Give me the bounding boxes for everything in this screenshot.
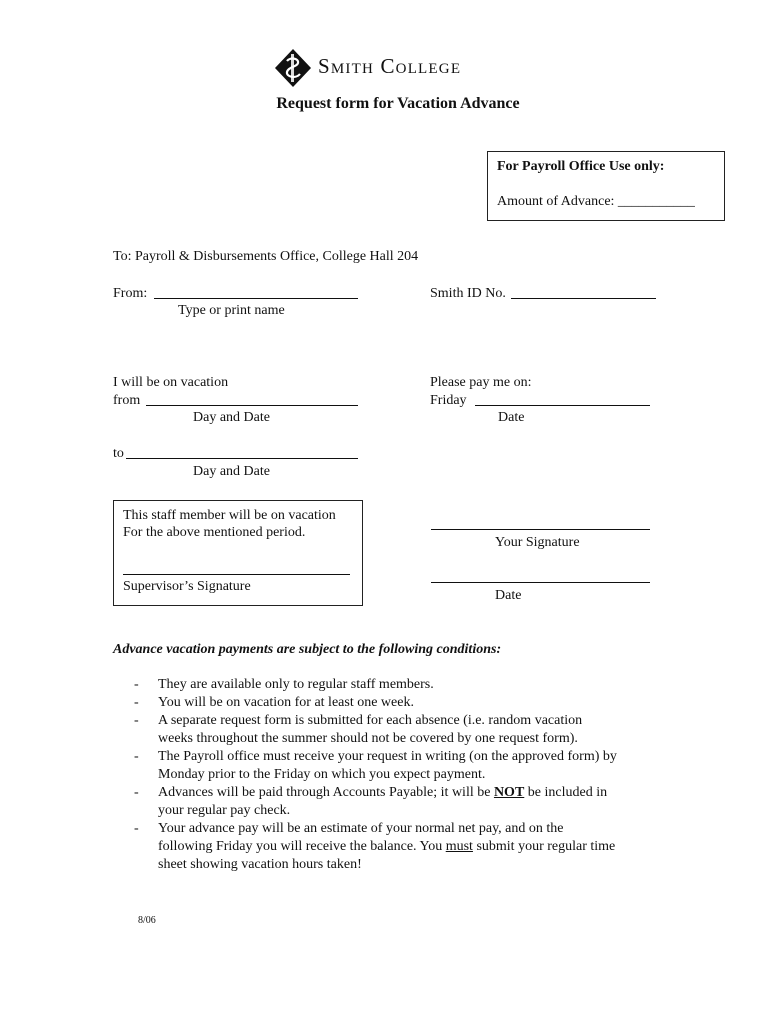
smith-college-seal-icon (274, 48, 312, 88)
condition-text: submit your regular time sheet showing vacation hours taken! (158, 839, 616, 872)
conditions-heading: Advance vacation payments are subject to the following conditions: (113, 642, 502, 657)
condition-text: Advances will be paid through Accounts Payable; it will be (158, 785, 494, 800)
form-revision-code: 8/06 (138, 915, 156, 926)
condition-text: be included in your regular pay check. (158, 785, 608, 818)
your-signature-line[interactable] (431, 529, 650, 530)
condition-item: - The Payroll office must receive your request in writing (on the approved form) by Monday prior to the Friday on which you expect payment. (113, 748, 673, 784)
signature-date-caption: Date (495, 588, 522, 603)
vacation-to-input-line[interactable] (126, 458, 358, 459)
friday-date-input-line[interactable] (475, 405, 650, 406)
friday-date-caption: Date (498, 410, 525, 425)
vacation-from-input-line[interactable] (146, 405, 358, 406)
condition-item (113, 784, 673, 820)
your-signature-caption: Your Signature (495, 535, 580, 550)
vacation-from-caption: Day and Date (193, 410, 270, 425)
vacation-from-label: from (113, 393, 141, 408)
smith-college-logo (274, 48, 514, 88)
vacation-to-caption: Day and Date (193, 464, 270, 479)
supervisor-signature-line[interactable] (123, 574, 350, 575)
form-title: Request form for Vacation Advance (276, 95, 520, 112)
name-caption: Type or print name (178, 303, 285, 318)
smith-id-label: Smith ID No. (430, 286, 506, 301)
condition-item: - They are available only to regular staff members. (113, 676, 673, 694)
condition-emphasis: NOT (493, 785, 525, 800)
condition-item (113, 820, 673, 874)
friday-label: Friday (430, 393, 467, 408)
condition-text: Your advance pay will be an estimate of your normal net pay, and on the following Friday you will receive the balance. You (158, 821, 564, 854)
vacation-to-label: to (113, 446, 124, 461)
supervisor-box (113, 500, 363, 606)
logo-wordmark: Smith College (318, 54, 462, 78)
to-address-line: To: Payroll & Disbursements Office, College Hall 204 (113, 249, 419, 264)
supervisor-signature-caption: Supervisor’s Signature (123, 579, 251, 594)
condition-item: - You will be on vacation for at least one week. (113, 694, 673, 712)
condition-emphasis: must (445, 839, 473, 854)
name-input-line[interactable] (154, 298, 358, 299)
amount-of-advance-field[interactable]: Amount of Advance: ___________ (497, 194, 695, 209)
signature-date-line[interactable] (431, 582, 650, 583)
pay-on-label: Please pay me on: (430, 375, 532, 390)
supervisor-statement-line2: For the above mentioned period. (123, 525, 306, 540)
conditions-list (113, 676, 673, 874)
payroll-office-heading: For Payroll Office Use only: (497, 159, 665, 174)
payroll-office-box (487, 151, 725, 221)
condition-item: - A separate request form is submitted for each absence (i.e. random vacation weeks throughout the summer should not be covered by one request form). (113, 712, 673, 748)
from-label: From: (113, 286, 148, 301)
smith-id-input-line[interactable] (511, 298, 656, 299)
vacation-intro: I will be on vacation (113, 375, 229, 390)
supervisor-statement-line1: This staff member will be on vacation (123, 508, 336, 523)
